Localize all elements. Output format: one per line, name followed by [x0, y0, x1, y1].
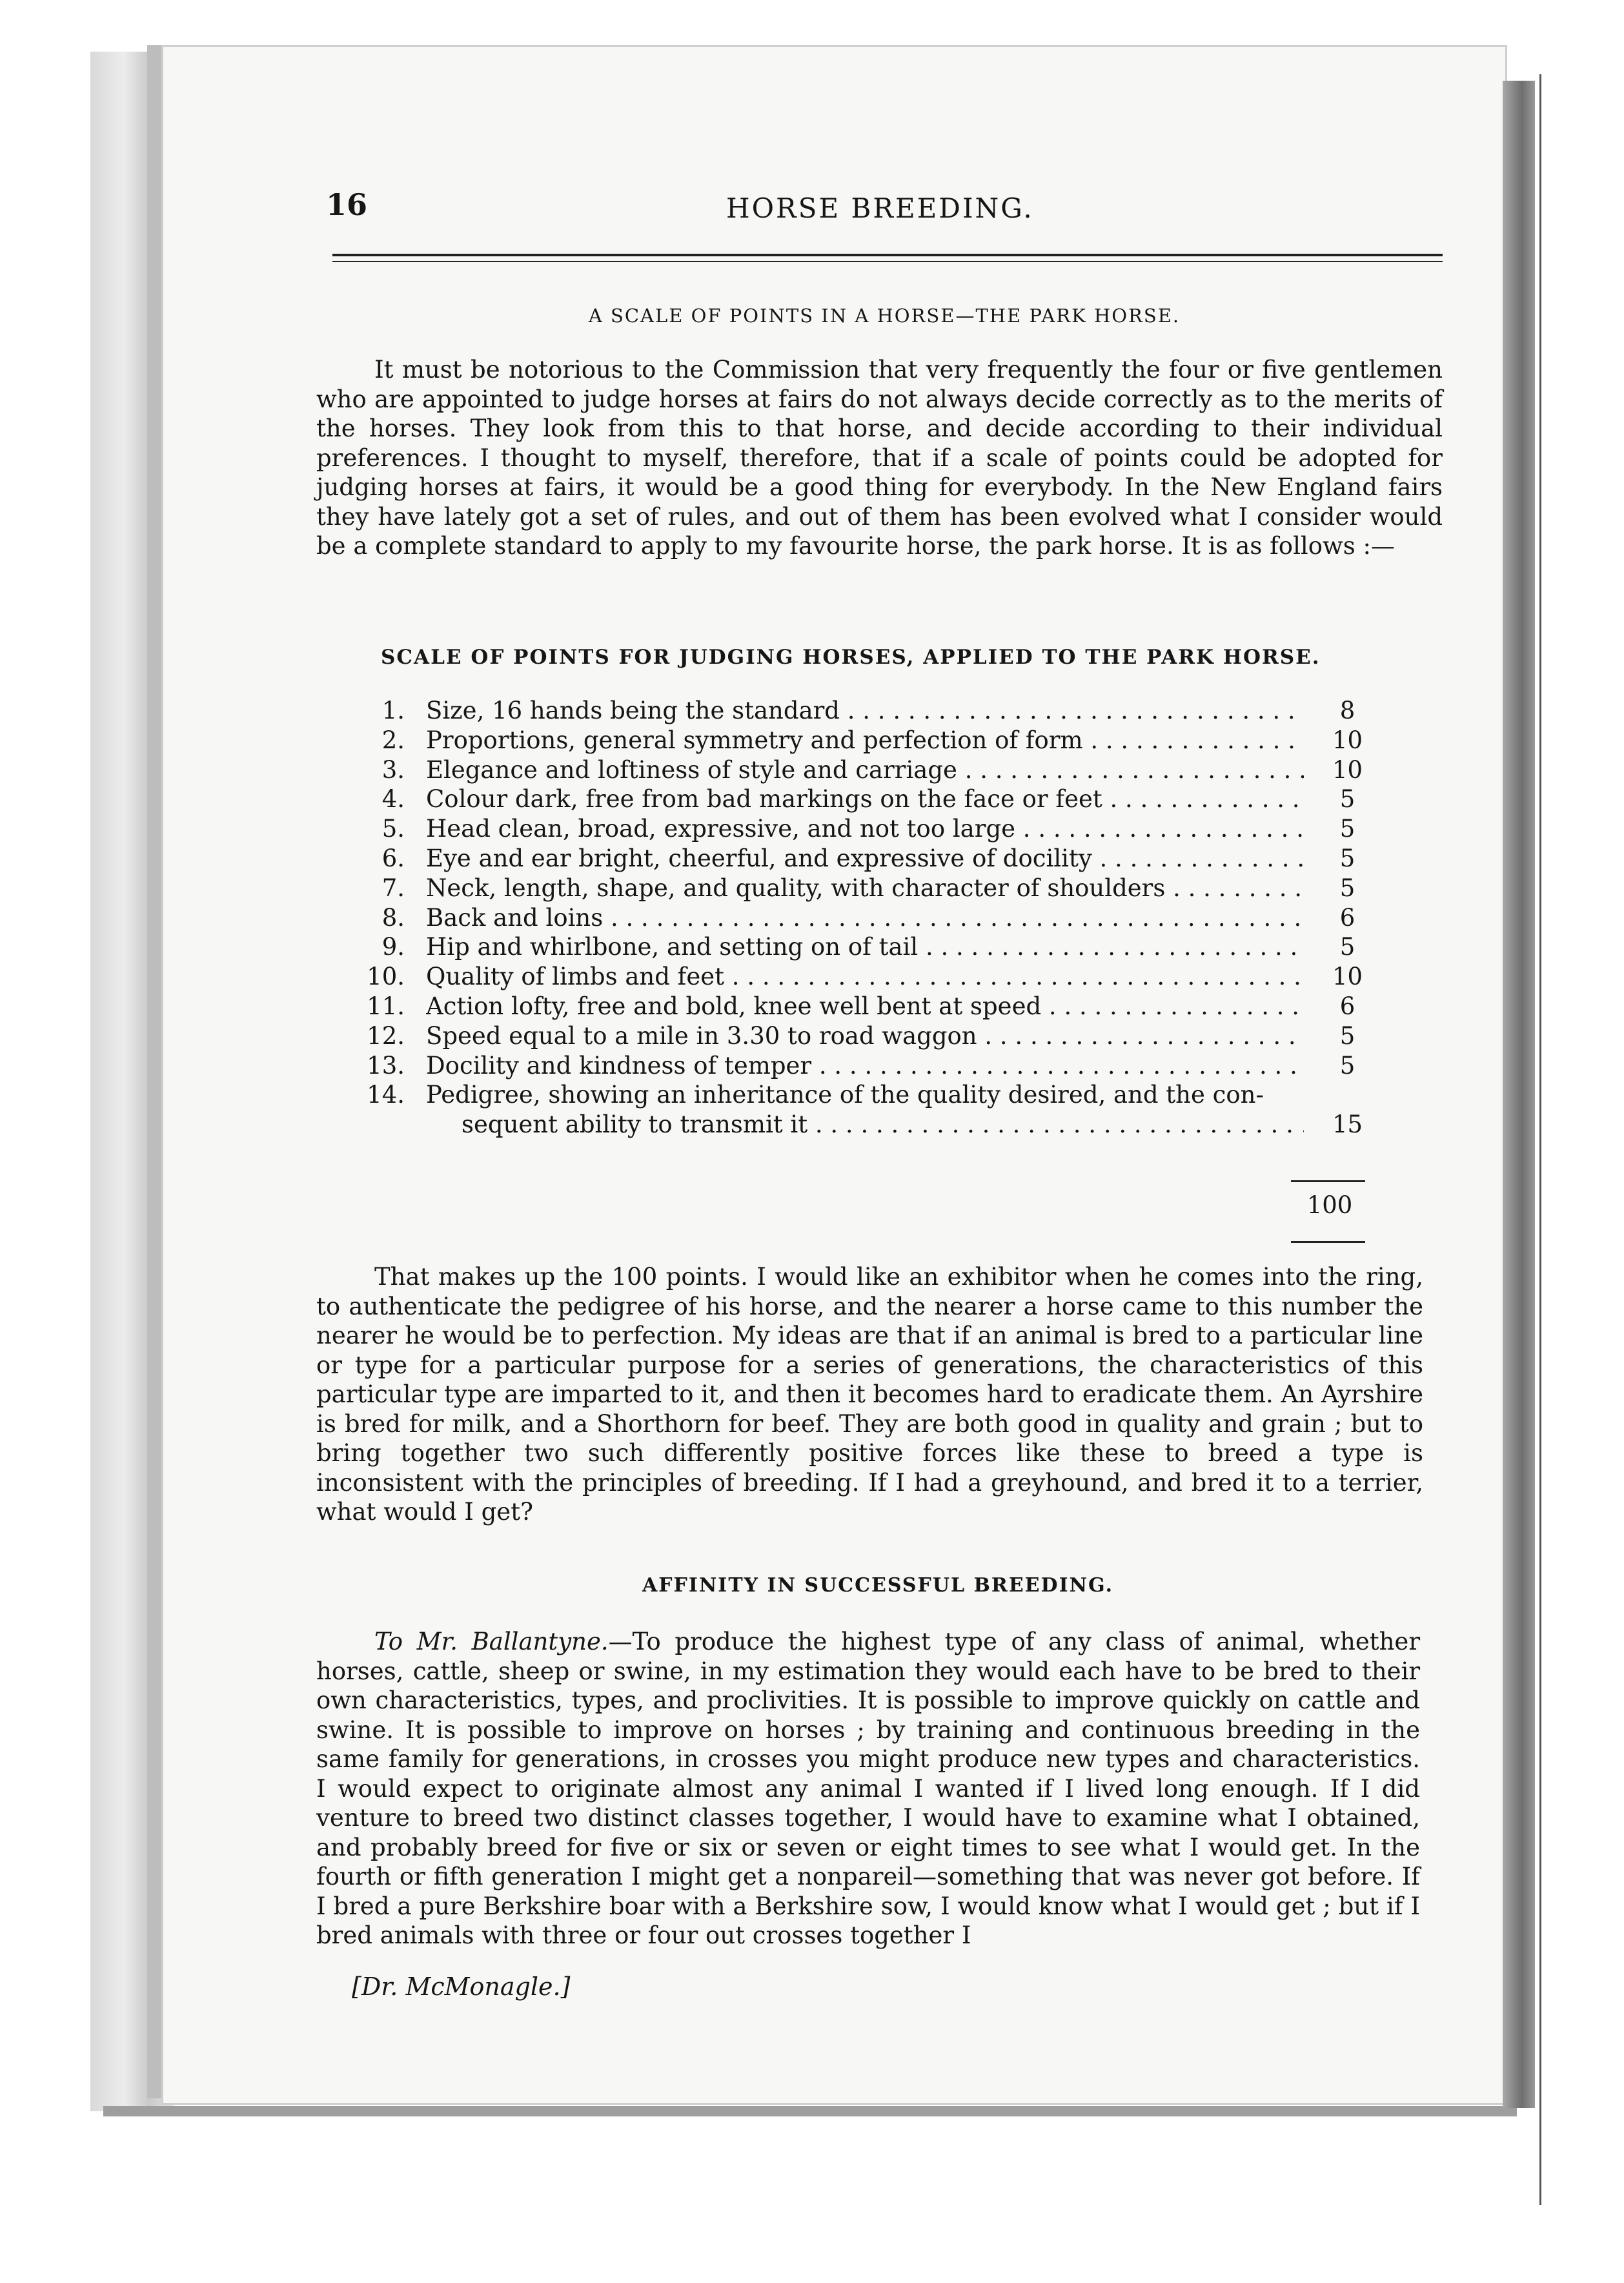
row-points: 5: [1339, 874, 1355, 902]
row-number: 8.: [381, 903, 405, 932]
row-criterion: Head clean, broad, expressive, and not too large . . .: [426, 814, 1304, 843]
row-points: 6: [1339, 992, 1355, 1020]
row-points: 5: [1339, 1021, 1355, 1050]
points-paragraph-text: That makes up the 100 points. I would like an exhibitor when he comes into the ring, to authenticate the pedigree of his horse, and the nearer a horse came to this number the nearer he would be to perfection. My ideas are that if an animal is bred to a particular line or type for a particular purpose for a series of generations, the characteristics of this particular type are imparted to it, and then it becomes hard to eradicate them. An Ayrshire is bred for milk, and a Shorthorn for beef. They are both good in quality and grain ; but to bring together two such differently positive forces like these to breed a type is inconsistent with the principles of breeding. If I had a greyhound, and bred it to a terrier, what would I get?: [316, 1263, 1423, 1526]
row-points: 6: [1339, 903, 1355, 932]
addressee: To Mr. Ballantyne.: [374, 1628, 609, 1655]
row-criterion: Hip and whirlbone, and setting on of tail . . .: [426, 932, 1304, 961]
scale-row: [365, 844, 1378, 874]
scale-row: [365, 814, 1378, 844]
page-header: [326, 187, 1443, 239]
row-criterion: Back and loins . . .: [426, 903, 1304, 932]
book-bottom-edge: [103, 2106, 1517, 2116]
facing-page: [1539, 74, 1624, 2205]
section-title-park-horse: A SCALE OF POINTS IN A HORSE—THE PARK HORSE.: [588, 305, 1181, 327]
row-points: 8: [1339, 697, 1355, 724]
row-criterion: Quality of limbs and feet . . .: [426, 962, 1304, 991]
row-points: 5: [1339, 844, 1355, 872]
row-points: 5: [1339, 785, 1355, 814]
row-number: 9.: [381, 933, 405, 961]
header-rule-thin: [332, 261, 1443, 262]
row-criterion: Neck, length, shape, and quality, with character of shoulders . . .: [426, 874, 1304, 903]
row-criterion: Size, 16 hands being the standard . . .: [426, 696, 1304, 725]
scale-row: [365, 784, 1378, 814]
scale-of-points-list: [365, 696, 1378, 1140]
row-points: 10: [1332, 963, 1363, 991]
scale-row: [365, 726, 1378, 755]
row-points: 5: [1339, 933, 1355, 961]
affinity-paragraph: [316, 1627, 1420, 1950]
total-rule-bottom: [1291, 1241, 1365, 1243]
row-criterion: Action lofty, free and bold, knee well bent at speed . . .: [426, 992, 1304, 1021]
row-number: 12.: [367, 1021, 405, 1050]
header-rule-thick: [332, 254, 1443, 256]
row-number: 7.: [381, 874, 405, 902]
row-number: 6.: [381, 844, 405, 872]
intro-paragraph: [316, 355, 1443, 561]
row-number: 10.: [367, 963, 405, 991]
row-criterion: Eye and ear bright, cheerful, and expressive of docility . . .: [426, 844, 1304, 873]
row-number: 4.: [381, 785, 405, 814]
row-number: 13.: [367, 1051, 405, 1080]
row-points: 5: [1339, 815, 1355, 843]
scale-row: [365, 696, 1378, 726]
scale-row: [365, 1021, 1378, 1051]
page-gutter-shadow: [1503, 81, 1535, 2108]
row-criterion: Proportions, general symmetry and perfection of form . . .: [426, 726, 1304, 755]
scale-row: [365, 962, 1378, 992]
scale-row: [365, 1080, 1378, 1110]
scale-title: SCALE OF POINTS FOR JUDGING HORSES, APPLIED TO THE PARK HORSE.: [381, 646, 1321, 669]
row-criterion: Elegance and loftiness of style and carriage . . .: [426, 755, 1304, 784]
row-criterion: Pedigree, showing an inheritance of the quality desired, and the con-: [426, 1081, 1264, 1109]
row-points: 15: [1332, 1111, 1363, 1139]
intro-paragraph-text: It must be notorious to the Commission that very frequently the four or five gentlemen who are appointed to judge horses at fairs do not always decide correctly as to the merits of the horses. They look from this to that horse, and decide according to their individual preferences. I thought to myself, therefore, that if a scale of points could be adopted for judging horses at fairs, it would be a good thing for everybody. In the New England fairs they have lately got a set of rules, and out of them has been evolved what I consider would be a complete standard to apply to my favourite horse, the park horse. It is as follows :—: [316, 356, 1443, 560]
row-number: 11.: [367, 992, 405, 1020]
row-criterion: Docility and kindness of temper . . .: [426, 1051, 1304, 1080]
affinity-paragraph-text: [316, 1627, 1420, 1950]
running-title: HORSE BREEDING.: [726, 192, 1034, 224]
page-number: 16: [326, 187, 368, 222]
row-criterion: Speed equal to a mile in 3.30 to road waggon . . .: [426, 1021, 1304, 1050]
row-number: 2.: [381, 726, 405, 754]
scale-row: [365, 755, 1378, 785]
scale-row: [365, 874, 1378, 903]
row-number: 3.: [381, 755, 405, 784]
scale-total: 100: [1306, 1191, 1353, 1219]
affinity-body: —To produce the highest type of any class of animal, whether horses, cattle, sheep or swine, in my estimation they would each have to be bred to their own characteristics, types, and proclivities. It is possible to improve quickly on cattle and swine. It is possible to improve on horses ; by training and continuous breeding in the same family for generations, in crosses you might produce new types and characteristics. I would expect to originate almost any animal I wanted if I lived long enough. If I did venture to breed two distinct classes together, I would have to examine what I obtained, and probably breed for five or six or seven or eight times to see what I would get. In the fourth or fifth generation I might get a nonpareil—something that was never got before. If I bred a pure Berkshire boar with a Berkshire sow, I would know what I would get ; but if I bred animals with three or four out crosses together I: [316, 1628, 1421, 1949]
scale-row: [365, 903, 1378, 933]
scale-row: [365, 992, 1378, 1021]
row-number: 14.: [367, 1081, 405, 1109]
row-points: 10: [1332, 726, 1363, 754]
total-rule-top: [1291, 1180, 1365, 1182]
points-paragraph: [316, 1262, 1423, 1527]
speaker-attribution: [Dr. McMonagle.]: [352, 1972, 571, 2001]
section-title-affinity: AFFINITY IN SUCCESSFUL BREEDING.: [642, 1574, 1114, 1597]
scale-row: [365, 1110, 1378, 1140]
row-criterion: sequent ability to transmit it . . .: [462, 1110, 1304, 1139]
row-number: 5.: [381, 815, 405, 843]
scale-row: [365, 932, 1378, 962]
row-points: 5: [1339, 1051, 1355, 1080]
scale-row: [365, 1051, 1378, 1081]
row-points: 10: [1332, 755, 1363, 784]
row-number: 1.: [381, 697, 405, 724]
row-criterion: Colour dark, free from bad markings on the face or feet . . .: [426, 784, 1304, 814]
